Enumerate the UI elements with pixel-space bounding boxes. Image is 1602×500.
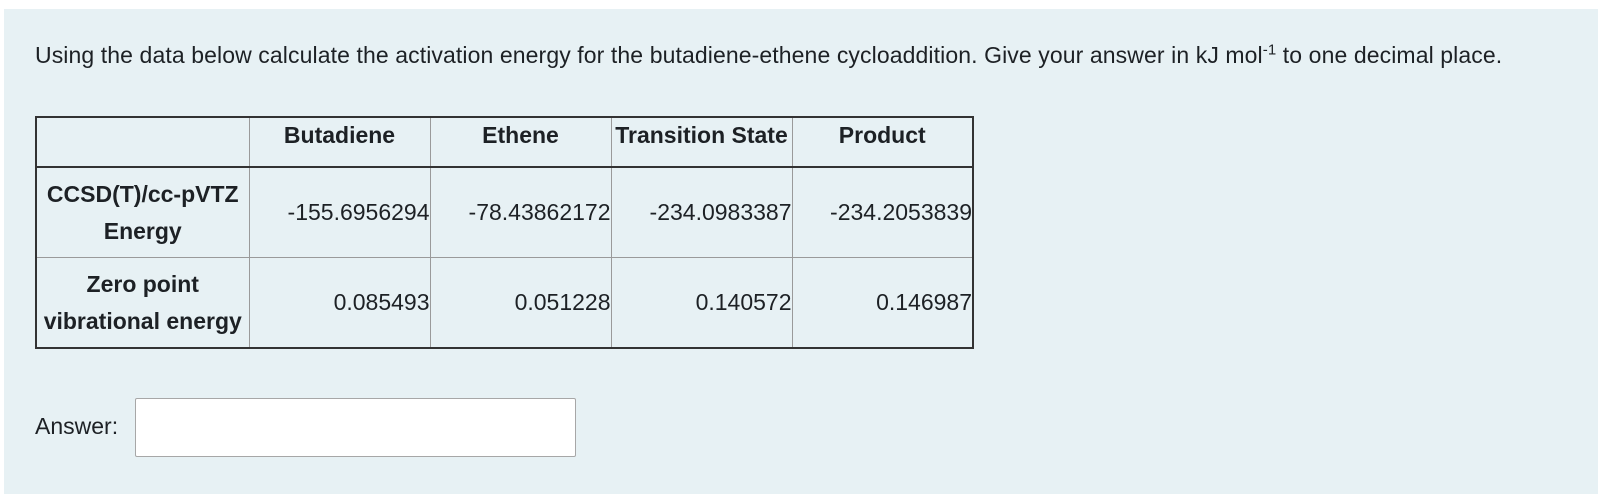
table-header-empty <box>36 117 249 167</box>
question-text <box>35 37 1565 74</box>
table-header-product: Product <box>792 117 973 167</box>
row-label-zpve: Zero point vibrational energy <box>36 258 249 349</box>
question-text-end: to one decimal place. <box>1276 42 1503 68</box>
table-cell: 0.051228 <box>430 258 611 349</box>
table-header-butadiene: Butadiene <box>249 117 430 167</box>
unit-exponent: -1 <box>1262 41 1277 59</box>
table-cell: 0.146987 <box>792 258 973 349</box>
table-header-ethene: Ethene <box>430 117 611 167</box>
table-header-transition-state: Transition State <box>611 117 792 167</box>
table-cell: -78.43862172 <box>430 167 611 258</box>
table-cell: -155.6956294 <box>249 167 430 258</box>
table-cell: 0.085493 <box>249 258 430 349</box>
answer-label: Answer: <box>35 413 119 439</box>
table-row-zpve <box>36 258 973 349</box>
table-header-row <box>36 117 973 167</box>
row-label-energy: CCSD(T)/cc-pVTZ Energy <box>36 167 249 258</box>
answer-input[interactable] <box>135 398 576 457</box>
question-card <box>4 9 1598 494</box>
question-text-main: Using the data below calculate the activation energy for the butadiene-ethene cycloaddition. Give your answer in kJ mol <box>35 42 1263 68</box>
table-cell: -234.2053839 <box>792 167 973 258</box>
data-table <box>35 116 974 349</box>
table-cell: -234.0983387 <box>611 167 792 258</box>
table-row-energy <box>36 167 973 258</box>
table-cell: 0.140572 <box>611 258 792 349</box>
